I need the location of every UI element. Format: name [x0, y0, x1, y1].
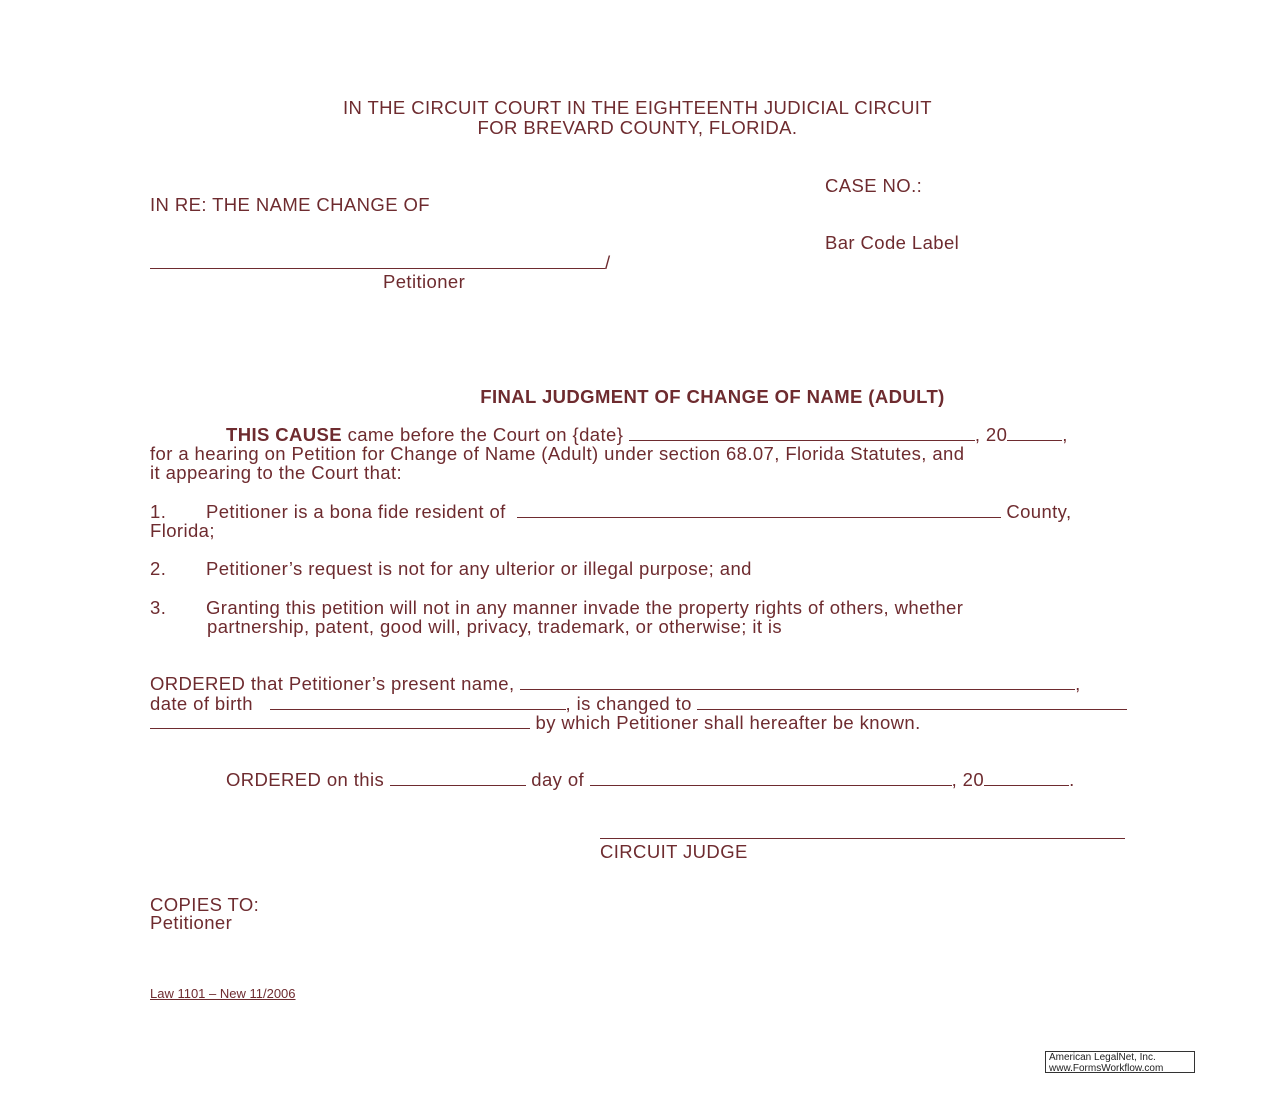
ordered-line2 [150, 694, 1127, 714]
month-blank[interactable] [590, 770, 952, 786]
finding-1-num: 1. [150, 501, 167, 522]
petitioner-name-line [150, 253, 611, 273]
logo-line1: American LegalNet, Inc. [1049, 1052, 1156, 1063]
day-blank[interactable] [390, 770, 526, 786]
comma: , [1062, 424, 1068, 445]
petitioner-caption: Petitioner [383, 271, 466, 292]
present-name-blank[interactable] [520, 674, 1075, 690]
changed-to-label: , is changed to [565, 693, 692, 714]
intro-line1 [226, 425, 1068, 445]
intro-line3: it appearing to the Court that: [150, 462, 403, 483]
ordered-line1 [150, 674, 1081, 694]
intro-line2: for a hearing on Petition for Change of Name (Adult) under section 68.07, Florida Statutes, and [150, 443, 965, 464]
year-blank[interactable] [1007, 425, 1062, 441]
day-of-label: day of [531, 769, 585, 790]
finding-1 [206, 502, 1072, 522]
county-label: County, [1006, 501, 1072, 522]
court-header-line1: IN THE CIRCUIT COURT IN THE EIGHTEENTH JUDICIAL CIRCUIT [342, 97, 933, 118]
finding-1-cont: Florida; [150, 520, 215, 541]
year-prefix: , 20 [951, 769, 985, 790]
new-name-blank[interactable] [697, 694, 1127, 710]
finding-2-text: Petitioner’s request is not for any ulterior or illegal purpose; and [206, 558, 752, 579]
american-legalnet-logo [1045, 1051, 1195, 1073]
known-text: by which Petitioner shall hereafter be known. [535, 712, 921, 733]
copies-to-label: COPIES TO: [150, 894, 260, 915]
ordered-text: ORDERED that Petitioner’s present name, [150, 673, 515, 694]
in-re-label: IN RE: THE NAME CHANGE OF [150, 194, 430, 215]
dob-blank[interactable] [270, 694, 566, 710]
intro-text: came before the Court on {date} [342, 424, 624, 445]
petitioner-name-blank[interactable] [150, 253, 605, 269]
finding-3-cont: partnership, patent, good will, privacy, trademark, or otherwise; it is [207, 616, 783, 637]
date-blank[interactable] [629, 425, 975, 441]
ordered-on-line [226, 770, 1075, 790]
comma: , [1075, 673, 1081, 694]
ordered-line3 [150, 713, 921, 733]
county-blank[interactable] [517, 502, 1001, 518]
slash: / [605, 252, 611, 273]
document-title: FINAL JUDGMENT OF CHANGE OF NAME (ADULT) [480, 386, 945, 407]
year-blank[interactable] [984, 770, 1069, 786]
bar-code-label: Bar Code Label [825, 232, 960, 253]
circuit-judge-label: CIRCUIT JUDGE [600, 841, 748, 862]
finding-3-num: 3. [150, 597, 167, 618]
finding-1-text: Petitioner is a bona fide resident of [206, 501, 506, 522]
signature-line [600, 823, 1125, 843]
court-header-line2: FOR BREVARD COUNTY, FLORIDA. [477, 117, 798, 138]
period: . [1069, 769, 1075, 790]
logo-line2: www.FormsWorkflow.com [1049, 1062, 1164, 1074]
finding-3-text: Granting this petition will not in any manner invade the property rights of others, whether [206, 597, 964, 618]
case-number-label: CASE NO.: [825, 175, 923, 196]
copies-petitioner: Petitioner [150, 912, 233, 933]
ordered-on-text: ORDERED on this [226, 769, 385, 790]
new-name-blank-cont[interactable] [150, 713, 530, 729]
year-prefix: , 20 [974, 424, 1008, 445]
form-id: Law 1101 – New 11/2006 [150, 986, 296, 1001]
this-cause: THIS CAUSE [226, 424, 343, 445]
judge-signature-blank[interactable] [600, 823, 1125, 839]
dob-label: date of birth [150, 693, 253, 714]
finding-2-num: 2. [150, 558, 167, 579]
